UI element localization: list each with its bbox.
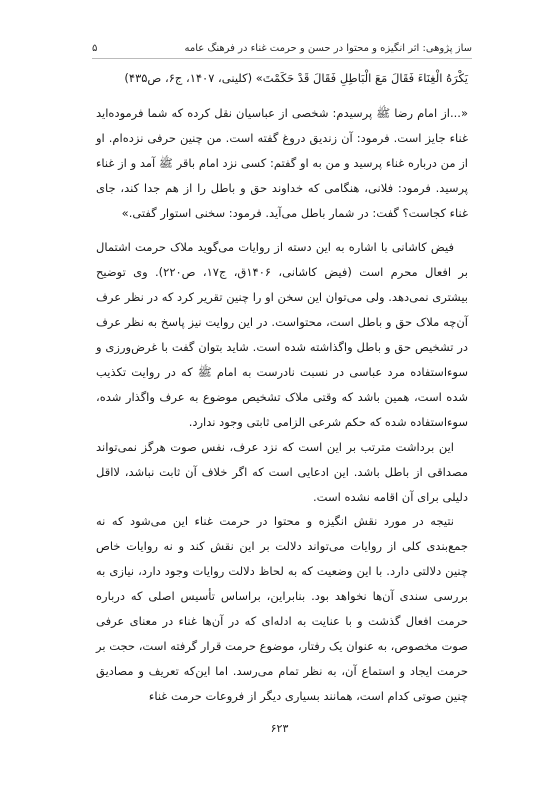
paragraph-result: نتیجه در مورد نقش انگیزه و محتوا در حرمت غناء این می‌شود که نه جمع‌بندی کلی از روایات می‌تواند دلالت بر این نقش کند و نه روایات خاص چنین دلالتی دارد. با این وضعیت که به لحاظ دلالت روایات وجود دارد، نیازی به بررسی سندی آن‌ها نخواهد بود. بنابراین، براساس تأسیس اصلی که درباره حرمت افعال گذشت و با عنایت به ادله‌ای که در آن‌ها غناء در معنای عرفی صوت مخصوص، به عنوان یک رفتار، موضوع حرمت قرار گرفته است، حجت بر حرمت ایجاد و استماع آن، به نظر تمام می‌رسد. اما این‌که تعریف و مصادیق چنین صوتی کدام است، همانند بسیاری دیگر از فروعات حرمت غناء bbox=[96, 514, 468, 703]
quote-arabic-ending: يَكْرَهُ الْغِنَاءَ فَقَالَ مَعَ الْبَاطِلِ فَقَالَ قَدْ حَكَمْتَ» (کلینی، ۱۴۰۷، ج۶، ص۴۳۵) bbox=[124, 71, 468, 85]
header-divider bbox=[92, 58, 472, 59]
page-number: ۶۲۳ bbox=[270, 722, 289, 735]
header-number: ۵ bbox=[92, 42, 98, 54]
paragraph-feyz-kashani: فیض کاشانی با اشاره به این دسته از روایات می‌گوید ملاک حرمت اشتمال بر افعال محرم است (فیض کاشانی، ۱۴۰۶ق، ج۱۷، ص۲۲۰). وی توضیح بیشتری نمی‌دهد. ولی می‌توان این سخن او را چنین تقریر کرد که در نظر عرف آن‌چه ملاک حق و باطل است، محتواست. در این روایت نیز پاسخ به نظر عرف در تشخیص حق و باطل واگذاشته شده است. شاید بتوان گفت با غرض‌ورزی و سوءاستفاده مرد عباسی در نسبت نادرست به امام ﷺ که در روایت تکذیب شده است، همین باشد که وقتی ملاک تشخیص موضوع به عرف واگذار شده، سوءاستفاده شده که حکم شرعی الزامی ثابتی وجود ندارد. bbox=[96, 240, 468, 429]
page-header bbox=[92, 40, 472, 56]
running-title: ساز پژوهی: اثر انگیزه و محتوا در حسن و حرمت غناء در فرهنگ عامه bbox=[184, 42, 472, 54]
body-text bbox=[96, 66, 468, 709]
quote-translation: «...از امام رضا ﷺ پرسیدم: شخصی از عباسیان نقل کرده که شما فرموده‌اید غناء جایز است. فرمود: آن زندیق دروغ گفته است. من چنین حرفی نزده‌ام. او از من درباره غناء پرسید و من به او گفتم: کسی نزد امام باقر ﷺ آمد و از غناء پرسید. فرمود: فلانی، هنگامی که خداوند حق و باطل را از هم جدا کند، جای غناء کجاست؟ گفت: در شمار باطل می‌آید. فرمود: سخنی استوار گفتی.» bbox=[96, 105, 468, 220]
paragraph-conclusion-of-reading: این برداشت مترتب بر این است که نزد عرف، نفس صوت هرگز نمی‌تواند مصداقی از باطل باشد. این ادعایی است که اگر خلاف آن ثابت نباشد، لااقل دلیلی برای آن اقامه نشده است. bbox=[96, 439, 468, 504]
